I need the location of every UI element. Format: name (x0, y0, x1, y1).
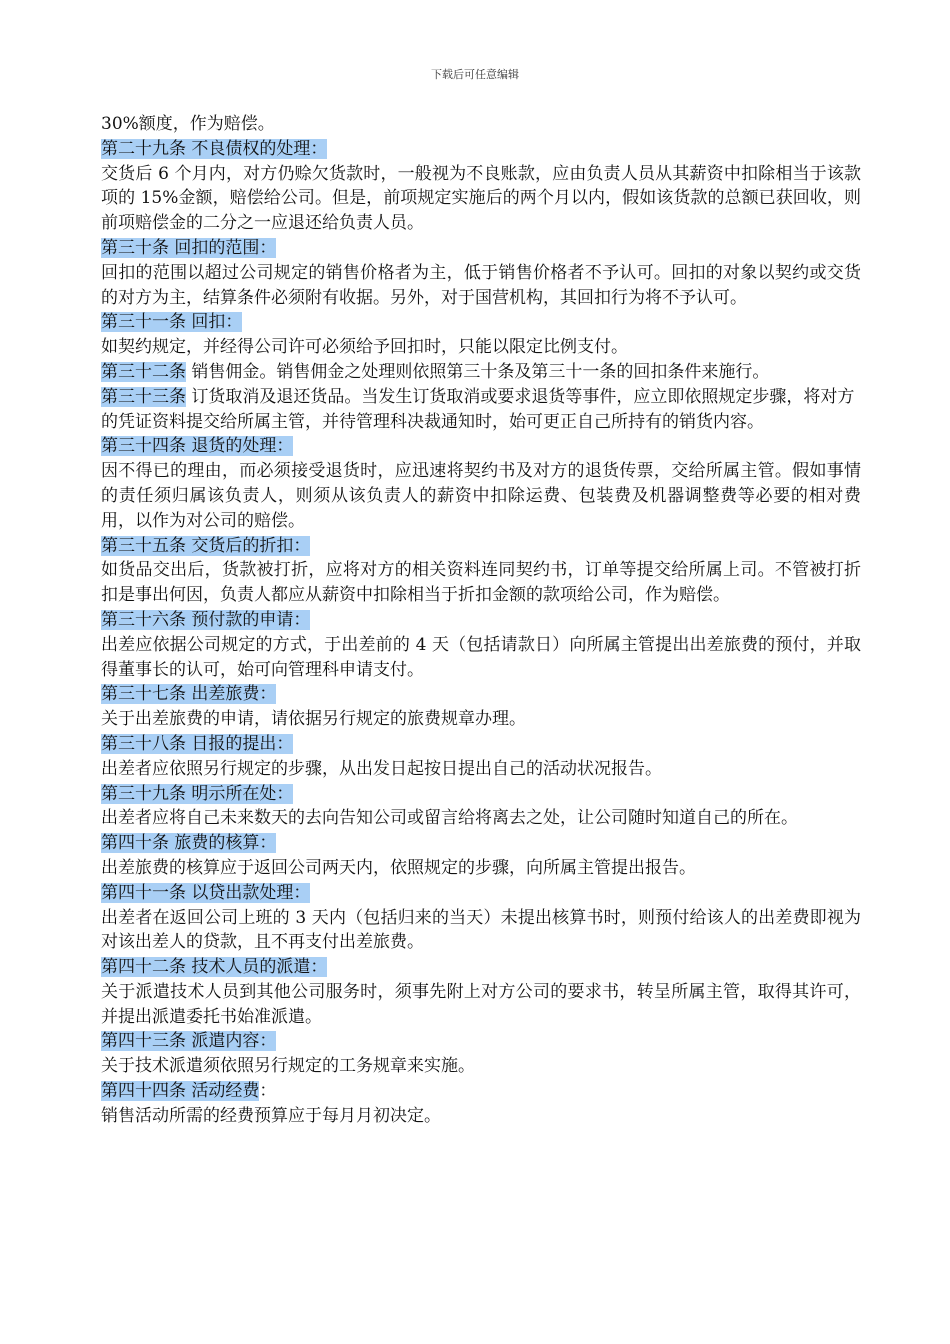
article-heading-highlight: 第三十四条 退货的处理： (101, 436, 294, 457)
article-heading (101, 434, 861, 459)
article-heading-highlight: 第四十二条 技术人员的派遣： (101, 957, 328, 978)
article-heading-highlight: 第四十条 旅费的核算： (101, 833, 277, 854)
article-heading (101, 236, 861, 261)
article-heading (101, 1029, 861, 1054)
article-heading-highlight: 第三十六条 预付款的申请： (101, 609, 311, 630)
body-paragraph: 因不得已的理由，而必须接受退货时，应迅速将契约书及对方的退货传票，交给所属主管。假如事情的责任须归属该负责人，则须从该负责人的薪资中扣除运费、包装费及机器调整费等必要的相对费用，以作为对公司的赔偿。 (101, 461, 861, 531)
body-paragraph: 出差旅费的核算应于返回公司两天内，依照规定的步骤，向所属主管提出报告。 (101, 857, 696, 878)
article-heading-text: 订货取消及退还货品。当发生订货取消或要求退货等事件，应立即依照规定步骤，将对方的凭证资料提交给所属主管，并待管理科决裁通知时，始可更正自己所持有的销货内容。 (101, 386, 855, 432)
article-heading-highlight: 第四十四条 活动经费 (101, 1081, 260, 1102)
article-heading-highlight: 第四十三条 派遣内容： (101, 1031, 277, 1052)
body-paragraph: 如契约规定，并经得公司许可必须给予回扣时，只能以限定比例支付。 (101, 337, 628, 358)
article-heading (101, 831, 861, 856)
article-heading (101, 534, 861, 559)
article-heading (101, 608, 861, 633)
body-paragraph: 出差者应将自己未来数天的去向告知公司或留言给将离去之处，让公司随时知道自己的所在。 (101, 808, 798, 829)
article-heading-text: ： (259, 1081, 277, 1102)
body-paragraph: 出差应依据公司规定的方式，于出差前的 4 天（包括请款日）向所属主管提出出差旅费的预付，并取得董事长的认可，始可向管理科申请支付。 (101, 634, 861, 680)
body-paragraph: 关于技术派遣须依照另行规定的工务规章来实施。 (101, 1056, 475, 1077)
article-heading-highlight: 第三十一条 回扣： (101, 312, 243, 333)
article-heading-highlight: 第三十九条 明示所在处： (101, 783, 294, 804)
article-heading-highlight: 第二十九条 不良债权的处理： (101, 138, 328, 159)
article-heading (101, 137, 861, 162)
article-heading-text: 销售佣金。销售佣金之处理则依照第三十条及第三十一条的回扣条件来施行。 (186, 361, 770, 382)
article-heading-highlight: 第三十条 回扣的范围： (101, 237, 277, 258)
article-heading-highlight: 第三十二条 (101, 361, 186, 382)
body-paragraph: 关于派遣技术人员到其他公司服务时，须事先附上对方公司的要求书，转呈所属主管，取得其许可，并提出派遣委托书始准派遣。 (101, 981, 861, 1027)
body-paragraph: 出差者在返回公司上班的 3 天内（包括归来的当天）未提出核算书时，则预付给该人的出差费即视为对该出差人的贷款，且不再支付出差旅费。 (101, 907, 861, 953)
article-heading-highlight: 第四十一条 以贷出款处理： (101, 882, 311, 903)
article-heading (101, 310, 861, 335)
body-paragraph: 销售活动所需的经费预算应于每月月初决定。 (101, 1105, 441, 1126)
article-heading (101, 682, 861, 707)
article-heading (101, 385, 861, 435)
page-header: 下载后可任意编辑 (431, 68, 519, 81)
article-heading (101, 782, 861, 807)
article-heading-highlight: 第三十七条 出差旅费： (101, 684, 277, 705)
article-heading-highlight: 第三十三条 (101, 386, 186, 407)
article-heading-highlight: 第三十五条 交货后的折扣： (101, 535, 311, 556)
document-body (101, 112, 861, 1129)
article-heading-highlight: 第三十八条 日报的提出： (101, 733, 294, 754)
body-paragraph: 交货后 6 个月内，对方仍赊欠货款时，一般视为不良账款，应由负责人员从其薪资中扣除相当于该款项的 15%金额，赔偿给公司。但是，前项规定实施后的两个月以内，假如该货款的总额已获回收，则前项赔偿金的二分之一应退还给负责人员。 (101, 163, 861, 234)
body-paragraph: 回扣的范围以超过公司规定的销售价格者为主，低于销售价格者不予认可。回扣的对象以契约或交货的对方为主，结算条件必须附有收据。另外，对于国营机构，其回扣行为将不予认可。 (101, 262, 861, 308)
article-heading (101, 881, 861, 906)
article-heading (101, 360, 861, 385)
body-paragraph: 如货品交出后，货款被打折，应将对方的相关资料连同契约书，订单等提交给所属上司。不管被打折扣是事出何因，负责人都应从薪资中扣除相当于折扣金额的款项给公司，作为赔偿。 (101, 560, 861, 606)
body-paragraph: 出差者应依照另行规定的步骤，从出发日起按日提出自己的活动状况报告。 (101, 758, 662, 779)
body-paragraph: 30%额度，作为赔偿。 (101, 114, 275, 134)
article-heading (101, 732, 861, 757)
body-paragraph: 关于出差旅费的申请，请依据另行规定的旅费规章办理。 (101, 709, 526, 730)
article-heading (101, 1079, 861, 1104)
article-heading (101, 955, 861, 980)
